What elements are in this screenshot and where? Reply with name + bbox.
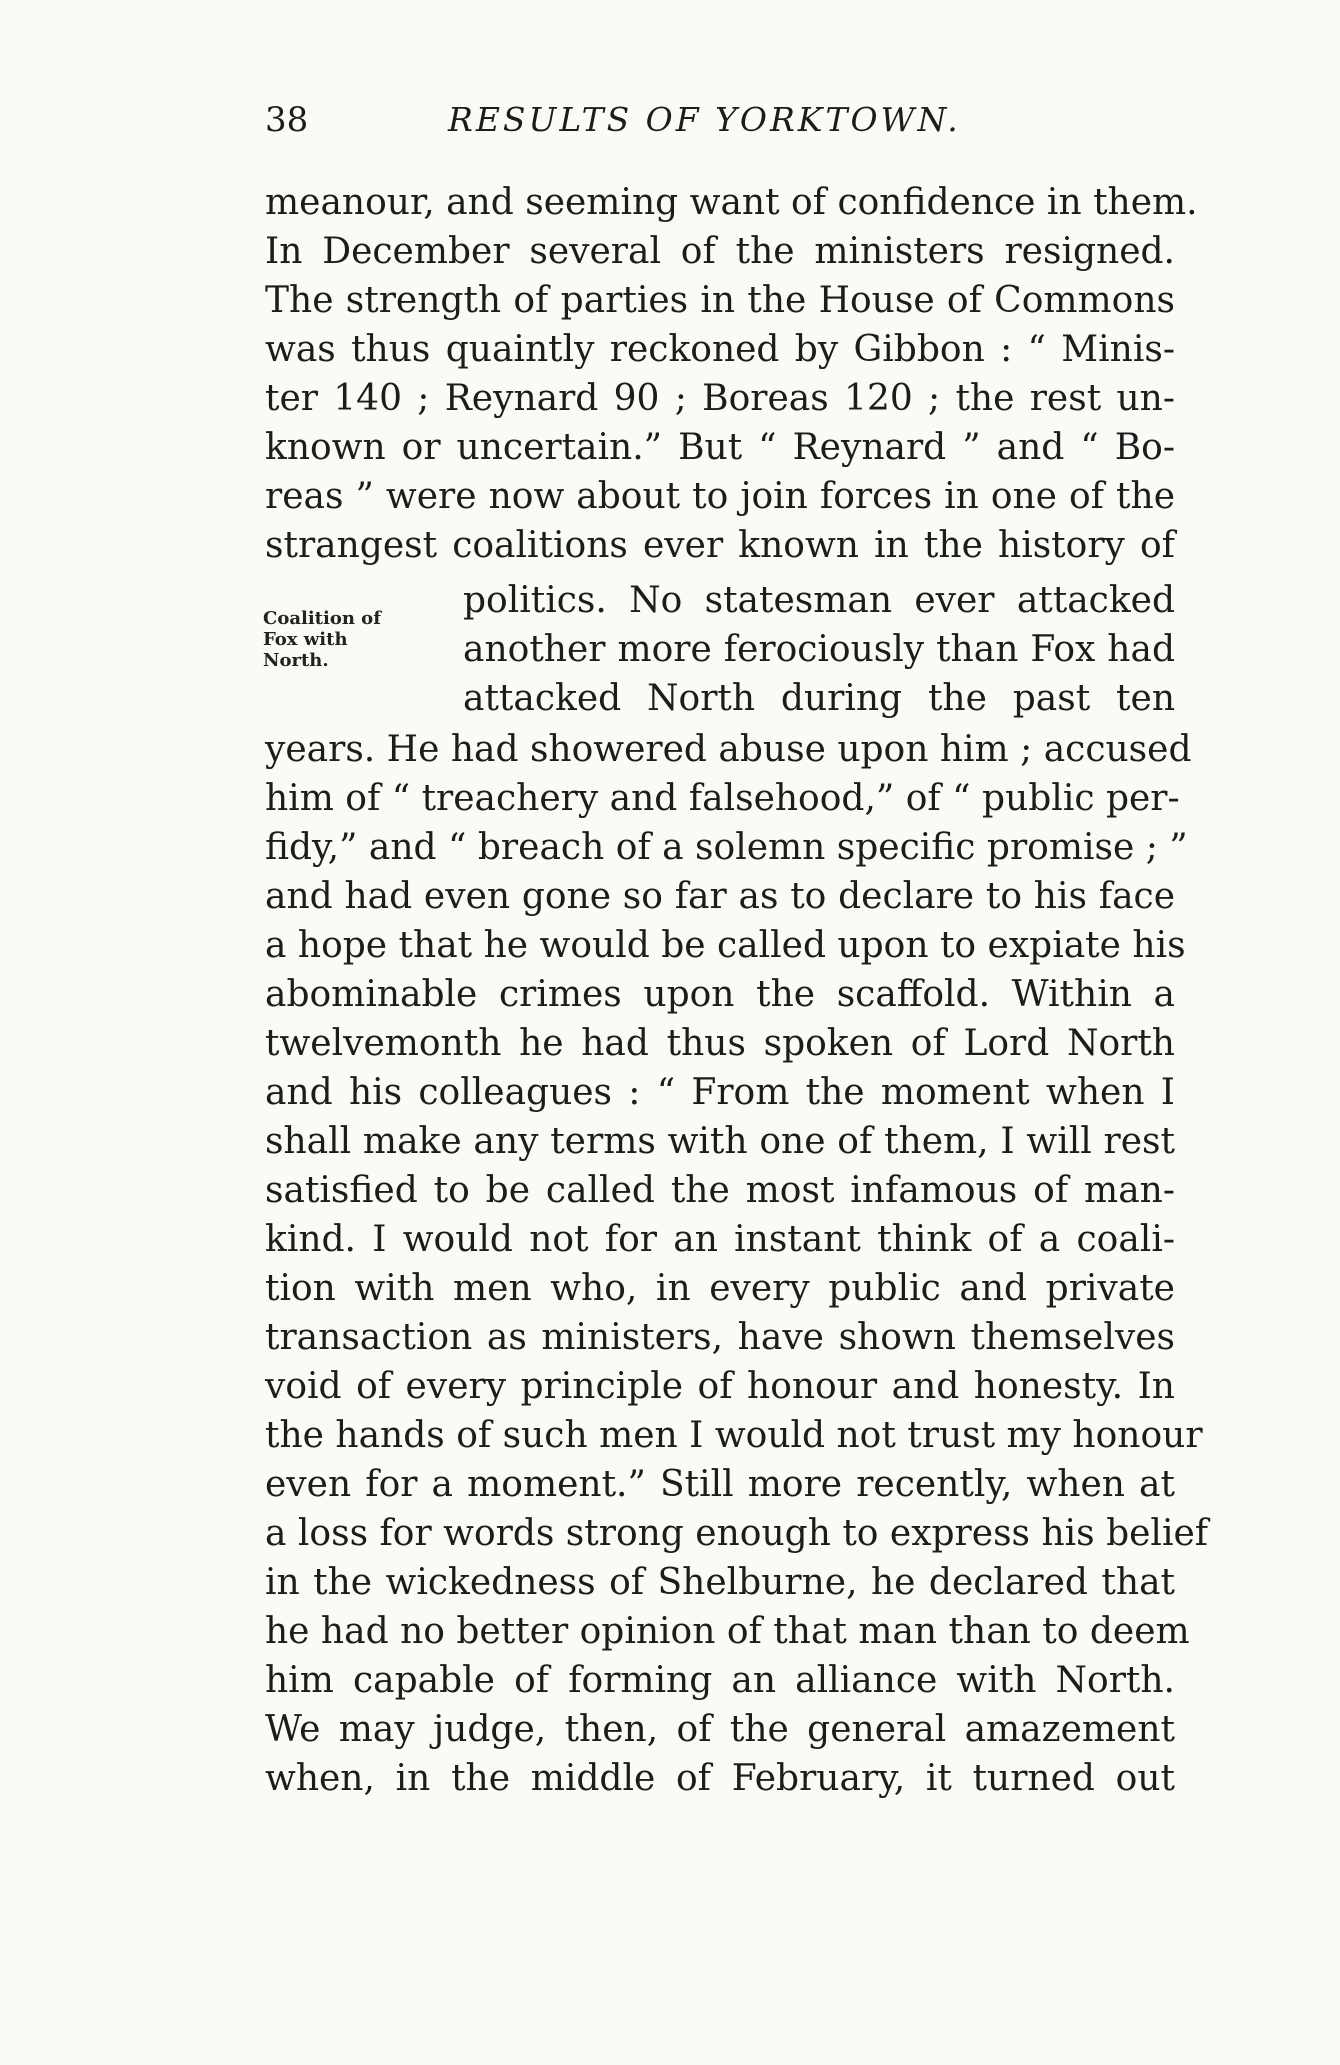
text-line: known or uncertain.” But “ Reynard ” and “ Bo-	[265, 427, 1175, 468]
text-line: tion with men who, in every public and private	[265, 1268, 1175, 1309]
page-number: 38	[265, 100, 309, 140]
text-line: abominable crimes upon the scaffold. Within a	[265, 974, 1175, 1015]
text-line: The strength of parties in the House of Commons	[265, 280, 1175, 321]
text-line: a loss for words strong enough to express his belief	[265, 1513, 1209, 1554]
text-line: shall make any terms with one of them, I will rest	[265, 1121, 1175, 1162]
text-line: when, in the middle of February, it turned out	[265, 1758, 1175, 1799]
text-line: even for a moment.” Still more recently, when at	[265, 1464, 1175, 1505]
text-line: years. He had showered abuse upon him ; accused	[265, 729, 1192, 770]
text-line: transaction as ministers, have shown themselves	[265, 1317, 1175, 1358]
text-line: another more ferociously than Fox had	[463, 629, 1175, 670]
text-line: twelvemonth he had thus spoken of Lord North	[265, 1023, 1175, 1064]
text-line: meanour, and seeming want of confidence in them.	[265, 182, 1198, 223]
running-title: RESULTS OF YORKTOWN.	[448, 100, 961, 139]
marginal-note-line: North.	[263, 650, 329, 671]
text-line: attacked North during the past ten	[463, 678, 1175, 719]
marginal-note-line: Coalition of	[263, 608, 381, 629]
page-header	[265, 98, 1185, 148]
text-line: and his colleagues : “ From the moment when I	[265, 1072, 1175, 1113]
text-line: reas ” were now about to join forces in one of the	[265, 476, 1175, 517]
text-line: him capable of forming an alliance with North.	[265, 1660, 1175, 1701]
text-line: void of every principle of honour and honesty. In	[265, 1366, 1175, 1407]
text-line: strangest coalitions ever known in the history of	[265, 525, 1175, 566]
text-line: and had even gone so far as to declare to his face	[265, 876, 1175, 917]
text-line: satisfied to be called the most infamous of man-	[265, 1170, 1175, 1211]
marginal-note	[263, 608, 453, 671]
text-line: We may judge, then, of the general amazement	[265, 1709, 1175, 1750]
text-line: politics. No statesman ever attacked	[463, 580, 1175, 621]
text-line: in the wickedness of Shelburne, he declared that	[265, 1562, 1175, 1603]
marginal-note-line: Fox with	[263, 629, 348, 650]
text-line: kind. I would not for an instant think of a coali-	[265, 1219, 1175, 1260]
text-line: was thus quaintly reckoned by Gibbon : “ Minis-	[265, 329, 1175, 370]
text-line: ter 140 ; Reynard 90 ; Boreas 120 ; the rest un-	[265, 378, 1175, 419]
text-line: fidy,” and “ breach of a solemn specific promise ; ”	[265, 827, 1188, 868]
text-line: he had no better opinion of that man than to deem	[265, 1611, 1190, 1652]
text-line: In December several of the ministers resigned.	[265, 231, 1175, 272]
text-line: the hands of such men I would not trust my honour	[265, 1415, 1203, 1456]
text-line: a hope that he would be called upon to expiate his	[265, 925, 1186, 966]
text-line: him of “ treachery and falsehood,” of “ public per-	[265, 778, 1180, 819]
